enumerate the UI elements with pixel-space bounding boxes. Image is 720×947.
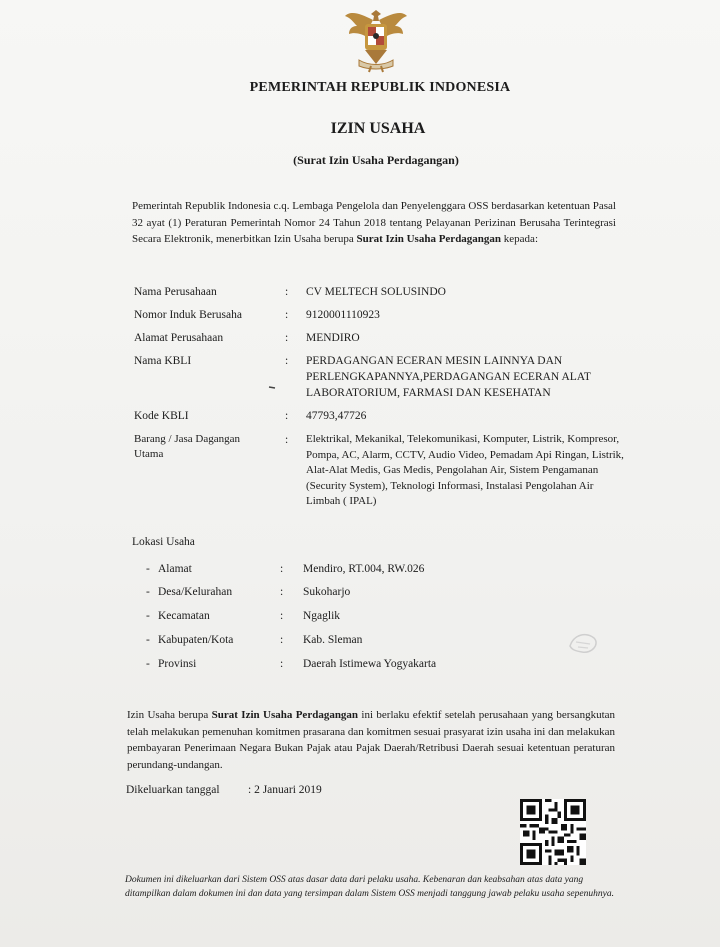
qr-code-icon	[520, 799, 586, 865]
field-value: 9120001110923	[306, 309, 380, 321]
field-value: Elektrikal, Mekanikal, Telekomunikasi, Komputer, Listrik, Kompresor, Pompa, AC, Alarm, CCTV, Audio Video, Pemadam Api Ringan, Listrik, Alat-Alat Medis, Gas Medis, Pengolahan Air, Sistem Pengamanan (Security System), Teknologi Informasi, Instalasi Pengolahan Air Limbah ( IPAL)	[306, 433, 624, 507]
field-label: Kode KBLI	[134, 410, 189, 422]
field-colon: :	[285, 332, 289, 344]
location-value: Daerah Istimewa Yogyakarta	[303, 658, 437, 670]
issued-label: Dikeluarkan tanggal	[126, 784, 220, 796]
garuda-emblem-icon	[343, 4, 409, 74]
location-value: Kab. Sleman	[303, 634, 363, 646]
field-label: Alamat Perusahaan	[134, 332, 224, 344]
intro-text-end: kepada:	[501, 233, 538, 245]
field-label: Nama Perusahaan	[134, 286, 217, 298]
footer-disclaimer: Dokumen ini dikeluarkan dari Sistem OSS atas dasar data dari pelaku usaha. Kebenaran dan keabsahan atas data yang ditampilkan dalam dokumen ini dan data yang tersimpan dalam Sistem OSS menjadi tanggung jawab pelaku usaha sepenuhnya.	[125, 875, 614, 899]
location-label: - Provinsi	[146, 658, 197, 670]
field-colon: :	[285, 309, 289, 321]
closing-text-end: ini berlaku efektif setelah perusahaan yang bersangkutan telah melakukan pemenuhan komitmen prasarana dan komitmen sesuai prasyarat izin usaha ini dan melakukan pembayaran Penerimaan Negara Bukan Pajak atau Pajak Daerah/Retribusi Daerah sesuai ketentuan peraturan perundang-undangan.	[127, 709, 616, 771]
government-heading: PEMERINTAH REPUBLIK INDONESIA	[249, 80, 511, 95]
location-value: Mendiro, RT.004, RW.026	[303, 563, 425, 575]
document-title: IZIN USAHA	[330, 120, 426, 137]
location-label: - Desa/Kelurahan	[146, 586, 233, 598]
field-value: 47793,47726	[306, 410, 367, 422]
field-colon: :	[280, 634, 284, 646]
document-subtitle: (Surat Izin Usaha Perdagangan)	[293, 153, 459, 167]
location-value: Ngaglik	[303, 610, 341, 622]
closing-text: Izin Usaha berupa	[127, 709, 212, 721]
field-colon: :	[280, 563, 284, 575]
field-colon: :	[280, 610, 284, 622]
field-colon: :	[285, 355, 289, 367]
location-heading: Lokasi Usaha	[132, 536, 195, 548]
closing-paragraph	[127, 707, 615, 773]
intro-bold: Surat Izin Usaha Perdagangan	[356, 233, 502, 245]
location-label: - Kabupaten/Kota	[146, 634, 234, 646]
field-colon: :	[280, 586, 284, 598]
field-label: Nama KBLI	[134, 355, 192, 367]
field-value: MENDIRO	[306, 332, 360, 344]
field-label: Nomor Induk Berusaha	[134, 309, 242, 321]
field-value: PERDAGANGAN ECERAN MESIN LAINNYA DAN PERLENGKAPANNYA,PERDAGANGAN ECERAN ALAT LABORATORIUM, FARMASI DAN KESEHATAN	[306, 355, 591, 399]
location-label: - Kecamatan	[146, 610, 210, 622]
issued-date: : 2 Januari 2019	[248, 784, 322, 796]
field-colon: :	[285, 434, 289, 446]
ink-speck-mark	[268, 384, 276, 390]
location-label: - Alamat	[146, 563, 192, 575]
location-value: Sukoharjo	[303, 586, 351, 598]
intro-text: Pemerintah Republik Indonesia c.q. Lembaga Pengelola dan Penyelenggara OSS berdasarkan ketentuan Pasal 32 ayat (1) Peraturan Pemerintah Nomor 24 Tahun 2018 tentang Pelayanan Perizinan Berusaha Terintegrasi Secara Elektronik, menerbitkan Izin Usaha berupa	[132, 200, 616, 245]
field-colon: :	[285, 410, 289, 422]
field-colon: :	[285, 286, 289, 298]
field-label: Barang / Jasa Dagangan Utama	[134, 433, 240, 460]
faint-stamp-mark	[566, 628, 602, 658]
intro-paragraph	[132, 198, 616, 248]
field-colon: :	[280, 658, 284, 670]
issued-date-row	[126, 784, 322, 796]
closing-bold: Surat Izin Usaha Perdagangan	[211, 709, 359, 721]
field-value: CV MELTECH SOLUSINDO	[306, 286, 446, 298]
